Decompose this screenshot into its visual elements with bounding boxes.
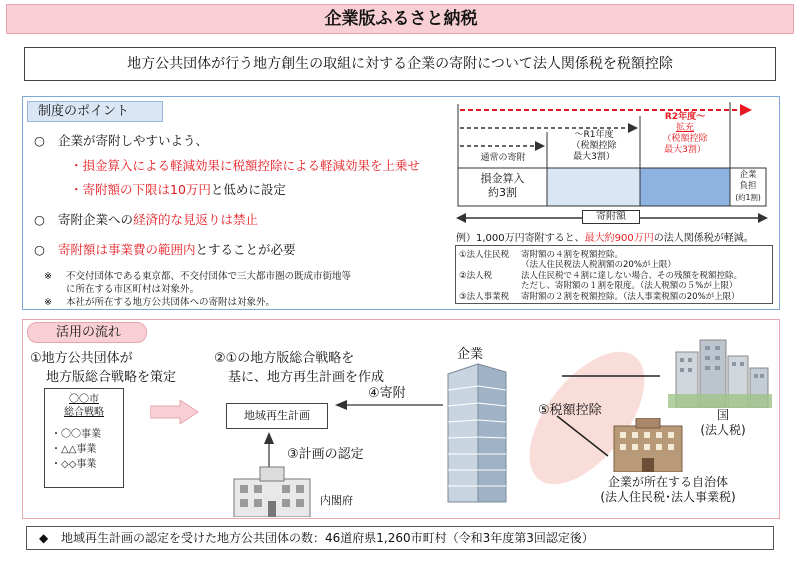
- country-buildings-icon: [668, 334, 772, 408]
- point-item-1-text: 企業が寄附しやすいよう、: [58, 133, 209, 148]
- donation-amount-label: 寄附額: [582, 210, 640, 224]
- flow-header-label: 活用の流れ: [56, 325, 122, 340]
- tax-row-1-line2: （法人住民税法人税割額の20%が上限）: [521, 260, 676, 270]
- diamond-icon: ◆: [39, 531, 49, 545]
- note-1-line2: に所在する市区町村は対象外。: [66, 284, 200, 295]
- note-1-line1: 不交付団体である東京都、不交付団体で三大都市圏の既成市街地等: [66, 271, 352, 282]
- example-pre: 例）1,000万円寄附すると、: [456, 233, 585, 244]
- step-2: [214, 347, 384, 385]
- title-bar: [6, 4, 794, 34]
- footer-text: [27, 527, 773, 549]
- bar-line1: 損金算入: [480, 172, 525, 185]
- donation-arrow-left: [456, 213, 466, 223]
- footer-box: [26, 526, 774, 550]
- bullet-circle: ○: [34, 133, 45, 148]
- example-red: 最大約900万円: [584, 233, 654, 244]
- tax-row-3-line1: 寄附額の２割を税額控除。（法人事業税額の20%が上限）: [521, 292, 740, 302]
- bullet-circle: ○: [34, 242, 45, 257]
- point-item-1: [34, 131, 208, 149]
- cabinet-building-icon: [230, 465, 314, 517]
- r1-line1: ～R1年度: [574, 130, 614, 140]
- bar-deductible-label: [458, 172, 547, 200]
- step-3: ③計画の認定: [287, 447, 364, 462]
- step-4: ④寄附: [368, 386, 406, 401]
- note-1-mark: ※: [44, 271, 52, 282]
- country-label: [688, 408, 758, 438]
- point-item-1-sub2-rest: と低めに設定: [210, 182, 286, 197]
- local-government-icon: [610, 418, 686, 472]
- company-tower-icon: [442, 362, 512, 504]
- bullet-circle: ○: [34, 212, 45, 227]
- summary-text: 地方公共団体が行う地方創生の取組に対する企業の寄附について法人関係税を税額控除: [127, 56, 673, 72]
- company-line2: 負担: [739, 181, 757, 191]
- step-5: ⑤税額控除: [538, 403, 602, 418]
- r2-label: [640, 112, 730, 156]
- tax-row-2-line2: ただし、寄附額の１割を限度。（法人税額の５%が上限）: [521, 281, 738, 291]
- page-title: 企業版ふるさと納税: [324, 9, 478, 29]
- tax-row-1-line1: 寄附額の４割を税額控除。: [521, 250, 624, 260]
- flow-header: [27, 322, 147, 343]
- tax-row-3: [459, 290, 740, 302]
- points-header-label: 制度のポイント: [38, 104, 130, 119]
- local-line1: 企業が所在する自治体: [607, 475, 728, 489]
- pink-arrow-icon: [150, 400, 200, 424]
- bar-line2: 約3割: [488, 186, 517, 199]
- tax-row-2-line1: 法人住民税で４割に達しない場合、その残額を税額控除。: [521, 271, 743, 281]
- company-label: 企業: [457, 347, 484, 362]
- doc-title: [45, 393, 123, 419]
- point-item-1-sub2-red: ・寄附額の下限は10万円: [70, 182, 211, 197]
- normal-label: 通常の寄附: [480, 153, 526, 163]
- point-item-1-sub1: ・損金算入による軽減効果に税額控除による軽減効果を上乗せ: [70, 158, 421, 173]
- point-item-3: [34, 240, 296, 258]
- doc-item: ・△△事業: [51, 444, 97, 455]
- bar-r2: [640, 168, 730, 206]
- tax-row-1-name: ①法人住民税: [459, 250, 510, 260]
- point-item-2-red: 経済的な見返りは禁止: [133, 212, 259, 227]
- r1-label: [548, 130, 640, 163]
- example-text: [456, 229, 754, 244]
- strategy-document: [44, 388, 124, 488]
- point-item-3-rest: とすることが必要: [195, 242, 296, 257]
- example-post: の法人関係税が軽減。: [653, 233, 754, 244]
- company-line3: (約1割): [735, 193, 761, 202]
- local-government-label: [568, 475, 768, 505]
- r1-line3: 最大3割）: [573, 152, 615, 162]
- points-header: [27, 101, 163, 122]
- local-line2: (法人住民税･法人事業税): [600, 490, 736, 504]
- note-2-text: 本社が所在する地方公共団体への寄附は対象外。: [66, 297, 276, 308]
- step-2-line1: ②①の地方版総合戦略を: [214, 351, 355, 366]
- r2-arrow-head: [740, 104, 752, 116]
- tax-row-2-name: ②法人税: [459, 271, 493, 281]
- step-2-line2: 基に、地方再生計画を作成: [228, 370, 385, 385]
- r2-line1: R2年度～: [664, 112, 706, 122]
- bar-r1: [547, 168, 640, 206]
- point-item-1-sub2: [70, 180, 286, 198]
- cabinet-office-label: 内閣府: [320, 494, 353, 507]
- point-item-3-red: 寄附額は事業費の範囲内: [58, 242, 196, 257]
- footer-content: 地域再生計画の認定を受けた地方公共団体の数：46道府県1,260市町村（令和3年度第3回認定後）: [61, 531, 594, 545]
- company-burden-label: [730, 170, 766, 203]
- point-item-2: [34, 210, 258, 228]
- r2-line3: （税額控除: [662, 134, 708, 144]
- step-1-line2: 地方版総合戦略を策定: [46, 370, 177, 385]
- regional-plan-box: 地域再生計画: [226, 403, 328, 429]
- note-2: [44, 294, 275, 308]
- r2-line2: 拡充: [675, 123, 694, 133]
- summary-box: [24, 47, 776, 81]
- doc-item: ・◇◇事業: [51, 459, 97, 470]
- point-item-2-pre: 寄附企業への: [58, 212, 134, 227]
- note-2-mark: ※: [44, 297, 52, 308]
- doc-title-line1: 〇〇市: [69, 394, 99, 405]
- doc-item: ・〇〇事業: [51, 429, 101, 440]
- step-1-line1: ①地方公共団体が: [30, 351, 133, 366]
- step-1: [30, 347, 176, 385]
- country-line1: 国: [716, 408, 729, 422]
- country-line2: (法人税): [700, 423, 746, 437]
- doc-items: [51, 427, 123, 472]
- note-1: [44, 268, 351, 282]
- r2-line4: 最大3割）: [664, 145, 706, 155]
- tax-row-3-name: ③法人事業税: [459, 292, 510, 302]
- r1-line2: （税額控除: [571, 141, 617, 151]
- company-line1: 企業: [739, 170, 757, 180]
- doc-title-line2: 総合戦略: [64, 407, 104, 418]
- donation-arrow-right: [758, 213, 768, 223]
- normal-arrow-head: [535, 141, 545, 151]
